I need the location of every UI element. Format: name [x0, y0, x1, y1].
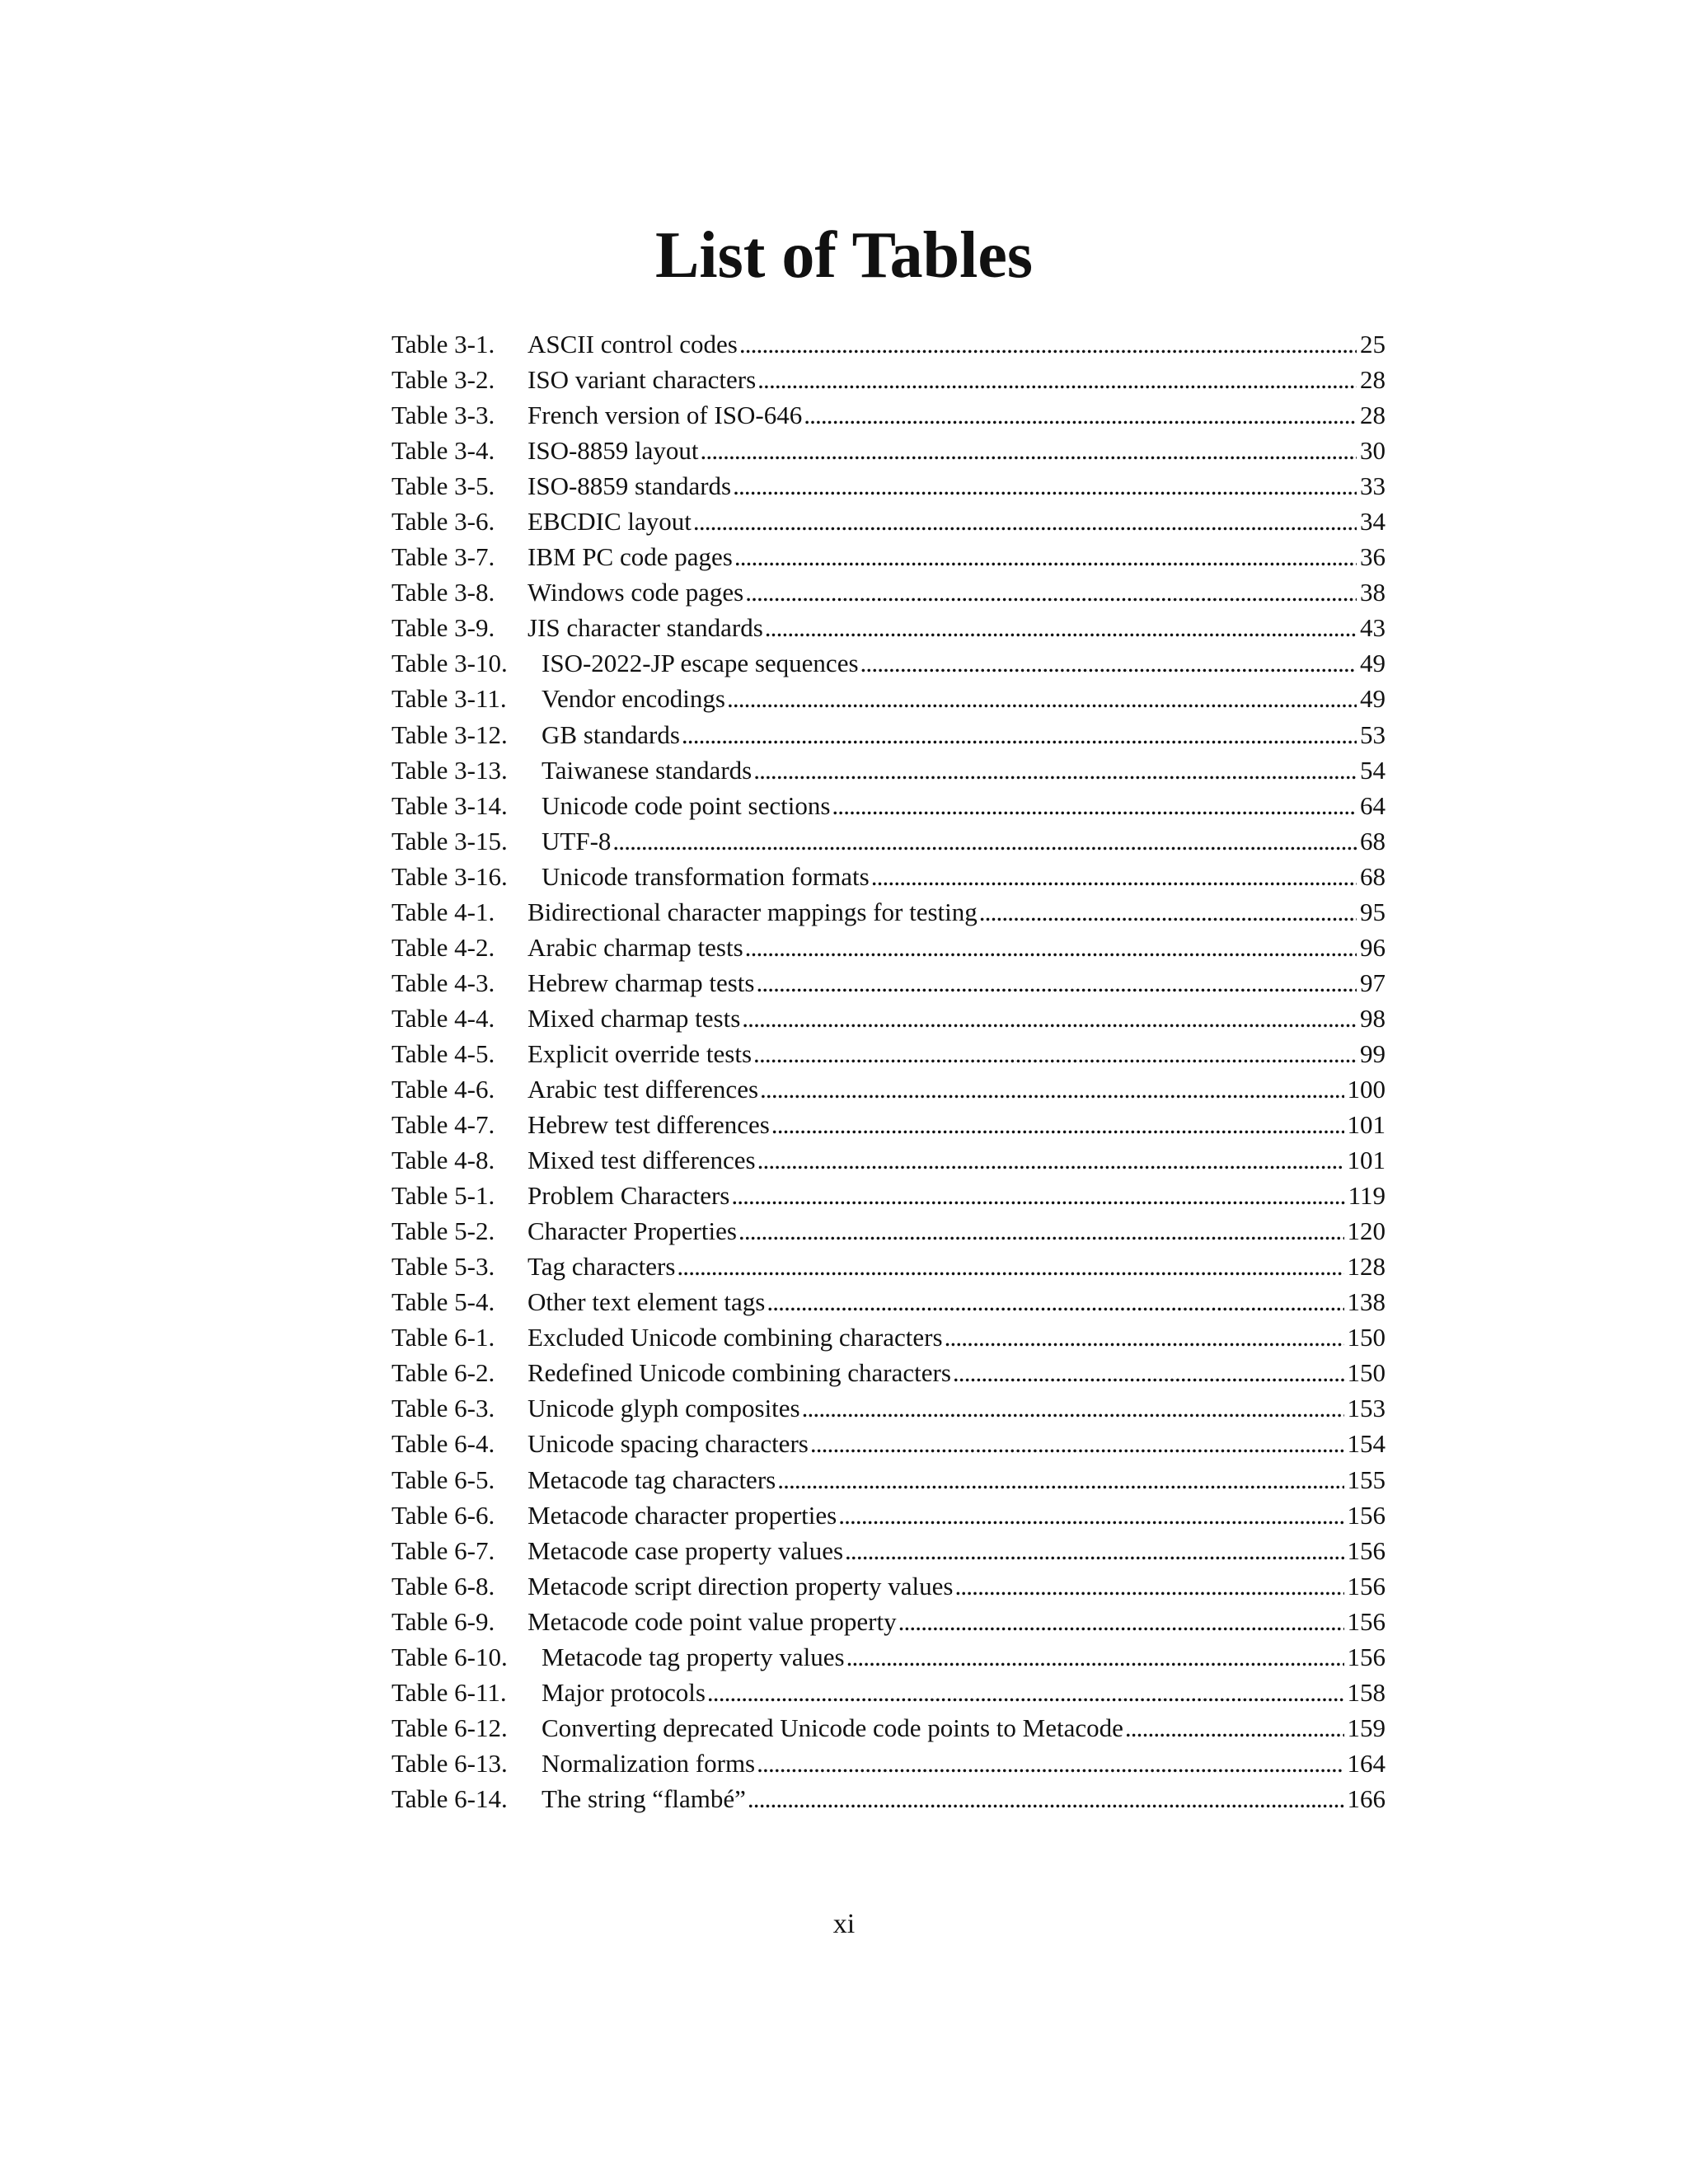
toc-entry-title: The string “flambé”	[542, 1783, 746, 1813]
dot-leader	[757, 1746, 1343, 1781]
dot-leader	[845, 1533, 1343, 1568]
toc-entry[interactable]	[392, 1639, 1386, 1675]
toc-entry-title: French version of ISO-646	[528, 401, 803, 430]
toc-entry-number: Table 3-9.	[392, 613, 495, 643]
toc-entry-page: 43	[1360, 613, 1386, 643]
toc-entry-page: 120	[1347, 1216, 1386, 1246]
toc-entry-title: Mixed test differences	[528, 1146, 756, 1175]
toc-entry-page: 128	[1347, 1252, 1386, 1282]
toc-entry[interactable]	[392, 1426, 1386, 1461]
toc-entry-title: Tag characters	[528, 1252, 676, 1282]
toc-entry[interactable]	[392, 1746, 1386, 1781]
toc-entry[interactable]	[392, 788, 1386, 823]
dot-leader	[760, 1071, 1343, 1107]
toc-entry[interactable]	[392, 326, 1386, 362]
toc-entry-number: Table 6-11.	[392, 1677, 507, 1707]
toc-entry-page: 156	[1347, 1500, 1386, 1530]
dot-leader	[810, 1426, 1344, 1461]
toc-entry[interactable]	[392, 1284, 1386, 1319]
toc-entry-page: 53	[1360, 719, 1386, 749]
toc-entry-page: 95	[1360, 897, 1386, 926]
dot-leader	[701, 433, 1357, 468]
toc-entry[interactable]	[392, 1071, 1386, 1107]
toc-entry-number: Table 4-3.	[392, 968, 495, 997]
dot-leader	[753, 1036, 1357, 1071]
toc-entry-number: Table 4-2.	[392, 932, 495, 962]
dot-leader	[739, 326, 1357, 362]
toc-entry-title: Redefined Unicode combining characters	[528, 1358, 951, 1388]
toc-entry-page: 49	[1360, 684, 1386, 714]
toc-entry-page: 153	[1347, 1394, 1386, 1423]
toc-entry-title: Arabic charmap tests	[528, 932, 743, 962]
toc-entry-title: Hebrew charmap tests	[528, 968, 755, 997]
toc-entry[interactable]	[392, 1390, 1386, 1426]
toc-entry-title: Problem Characters	[528, 1181, 730, 1211]
toc-entry-number: Table 3-10.	[392, 649, 508, 678]
toc-entry-number: Table 6-12.	[392, 1713, 508, 1742]
toc-entry-number: Table 6-14.	[392, 1783, 508, 1813]
toc-entry[interactable]	[392, 1675, 1386, 1710]
toc-entry-title: Vendor encodings	[542, 684, 725, 714]
toc-entry-page: 150	[1347, 1358, 1386, 1388]
dot-leader	[777, 1462, 1343, 1497]
toc-entry[interactable]	[392, 1355, 1386, 1390]
dot-leader	[832, 788, 1357, 823]
toc-entry[interactable]	[392, 1462, 1386, 1497]
toc-entry-number: Table 3-3.	[392, 401, 495, 430]
toc-entry[interactable]	[392, 752, 1386, 788]
toc-entry-number: Table 6-3.	[392, 1394, 495, 1423]
toc-entry[interactable]	[392, 362, 1386, 397]
toc-entry-title: Mixed charmap tests	[528, 1003, 741, 1033]
toc-entry[interactable]	[392, 468, 1386, 504]
toc-entry-page: 38	[1360, 578, 1386, 607]
toc-entry-number: Table 4-6.	[392, 1074, 495, 1104]
toc-entry[interactable]	[392, 1604, 1386, 1639]
toc-entry-page: 150	[1347, 1323, 1386, 1352]
toc-entry-title: Unicode glyph composites	[528, 1394, 800, 1423]
dot-leader	[748, 1781, 1344, 1816]
toc-entry-number: Table 3-6.	[392, 507, 495, 537]
toc-entry-number: Table 6-2.	[392, 1358, 495, 1388]
toc-entry-title: Metacode tag characters	[528, 1465, 776, 1494]
toc-entry-title: ASCII control codes	[528, 330, 738, 359]
dot-leader	[727, 681, 1357, 716]
toc-entry-number: Table 6-9.	[392, 1606, 495, 1636]
dot-leader	[745, 930, 1357, 965]
dot-leader	[612, 823, 1357, 859]
toc-entry-number: Table 4-7.	[392, 1110, 495, 1140]
toc-entry-title: UTF-8	[542, 826, 612, 855]
toc-entry-page: 159	[1347, 1713, 1386, 1742]
dot-leader	[753, 752, 1357, 788]
toc-entry-page: 164	[1347, 1748, 1386, 1778]
toc-entry-title: GB standards	[542, 719, 680, 749]
toc-entry-number: Table 3-13.	[392, 755, 508, 785]
toc-entry-page: 166	[1347, 1783, 1386, 1813]
toc-entry[interactable]	[392, 397, 1386, 433]
toc-entry[interactable]	[392, 645, 1386, 681]
dot-leader	[677, 1249, 1343, 1284]
dot-leader	[898, 1604, 1344, 1639]
toc-entry-title: ISO-2022-JP escape sequences	[542, 649, 859, 678]
page-title: List of Tables	[655, 219, 1033, 292]
toc-entry-page: 156	[1347, 1571, 1386, 1601]
dot-leader	[767, 1284, 1343, 1319]
toc-entry-number: Table 4-8.	[392, 1146, 495, 1175]
toc-entry-page: 34	[1360, 507, 1386, 537]
dot-leader	[979, 894, 1357, 930]
toc-entry[interactable]	[392, 1533, 1386, 1568]
toc-entry[interactable]	[392, 1213, 1386, 1249]
toc-entry[interactable]	[392, 504, 1386, 539]
toc-entry-title: Metacode character properties	[528, 1500, 837, 1530]
toc-entry[interactable]	[392, 1142, 1386, 1178]
toc-entry[interactable]	[392, 539, 1386, 574]
toc-entry-page: 99	[1360, 1038, 1386, 1068]
toc-entry-title: Normalization forms	[542, 1748, 756, 1778]
dot-leader	[745, 574, 1357, 610]
toc-entry-title: Arabic test differences	[528, 1074, 759, 1104]
toc-entry-title: Unicode spacing characters	[528, 1429, 809, 1459]
toc-entry-page: 156	[1347, 1535, 1386, 1565]
dot-leader	[693, 504, 1357, 539]
dot-leader	[757, 1142, 1344, 1178]
toc-entry-number: Table 4-5.	[392, 1038, 495, 1068]
toc-entry-page: 156	[1347, 1606, 1386, 1636]
toc-entry[interactable]	[392, 433, 1386, 468]
toc-entry-page: 28	[1360, 365, 1386, 395]
dot-leader	[838, 1497, 1343, 1533]
toc-entry[interactable]	[392, 574, 1386, 610]
toc-entry-page: 138	[1347, 1287, 1386, 1317]
toc-entry[interactable]	[392, 1710, 1386, 1746]
toc-entry-number: Table 3-1.	[392, 330, 495, 359]
toc-entry-number: Table 5-1.	[392, 1181, 495, 1211]
toc-entry-number: Table 6-4.	[392, 1429, 495, 1459]
dot-leader	[765, 610, 1357, 645]
toc-entry-title: Unicode code point sections	[542, 790, 831, 820]
dot-leader	[731, 1178, 1344, 1213]
dot-leader	[707, 1675, 1344, 1710]
toc-entry-title: ISO-8859 layout	[528, 436, 699, 466]
toc-entry-number: Table 6-10.	[392, 1642, 508, 1671]
toc-entry-title: Hebrew test differences	[528, 1110, 770, 1140]
toc-entry[interactable]	[392, 610, 1386, 645]
toc-entry-page: 101	[1347, 1110, 1386, 1140]
toc-entry-page: 68	[1360, 861, 1386, 891]
toc-entry-number: Table 3-15.	[392, 826, 508, 855]
toc-entry-title: Taiwanese standards	[542, 755, 753, 785]
toc-entry[interactable]	[392, 1001, 1386, 1036]
toc-entry-number: Table 3-14.	[392, 790, 508, 820]
dot-leader	[771, 1107, 1344, 1142]
toc-entry-title: Other text element tags	[528, 1287, 766, 1317]
toc-entry[interactable]	[392, 1178, 1386, 1213]
toc-entry-number: Table 4-4.	[392, 1003, 495, 1033]
toc-entry-page: 36	[1360, 542, 1386, 572]
toc-entry-page: 97	[1360, 968, 1386, 997]
page-number: xi	[832, 1909, 856, 1939]
toc-entry-page: 156	[1347, 1642, 1386, 1671]
toc-entry-page: 54	[1360, 755, 1386, 785]
toc-entry[interactable]	[392, 894, 1386, 930]
toc-entry-title: ISO-8859 standards	[528, 471, 732, 501]
toc-entry-number: Table 3-4.	[392, 436, 495, 466]
dot-leader	[804, 397, 1357, 433]
dot-leader	[1125, 1710, 1344, 1746]
dot-leader	[734, 539, 1357, 574]
toc-entry-page: 154	[1347, 1429, 1386, 1459]
toc-entry[interactable]	[392, 859, 1386, 894]
toc-entry-number: Table 5-4.	[392, 1287, 495, 1317]
toc-entry-page: 98	[1360, 1003, 1386, 1033]
toc-entry-page: 25	[1360, 330, 1386, 359]
toc-entry[interactable]	[392, 1781, 1386, 1816]
toc-entry-number: Table 6-7.	[392, 1535, 495, 1565]
toc-entry-page: 64	[1360, 790, 1386, 820]
toc-entry[interactable]	[392, 1319, 1386, 1355]
toc-entry-title: Explicit override tests	[528, 1038, 753, 1068]
toc-entry-number: Table 6-8.	[392, 1571, 495, 1601]
toc-entry[interactable]	[392, 1249, 1386, 1284]
toc-entry-title: Metacode case property values	[528, 1535, 844, 1565]
toc-entry-number: Table 3-11.	[392, 684, 507, 714]
toc-entry-page: 100	[1347, 1074, 1386, 1104]
toc-entry-title: JIS character standards	[528, 613, 763, 643]
dot-leader	[738, 1213, 1344, 1249]
toc-entry-title: Metacode code point value property	[528, 1606, 897, 1636]
dot-leader	[871, 859, 1357, 894]
dot-leader	[742, 1001, 1357, 1036]
toc-entry[interactable]	[392, 1568, 1386, 1604]
dot-leader	[802, 1390, 1344, 1426]
toc-entry-number: Table 3-12.	[392, 719, 508, 749]
toc-entry-number: Table 3-2.	[392, 365, 495, 395]
toc-entry[interactable]	[392, 1107, 1386, 1142]
toc-entry-page: 158	[1347, 1677, 1386, 1707]
toc-entry-number: Table 6-5.	[392, 1465, 495, 1494]
toc-entry-title: Windows code pages	[528, 578, 744, 607]
dot-leader	[757, 362, 1357, 397]
toc-entry[interactable]	[392, 681, 1386, 716]
toc-entry[interactable]	[392, 717, 1386, 752]
toc-entry-number: Table 6-1.	[392, 1323, 495, 1352]
toc-entry[interactable]	[392, 965, 1386, 1001]
toc-entry-title: Major protocols	[542, 1677, 706, 1707]
toc-entry-page: 30	[1360, 436, 1386, 466]
toc-entry[interactable]	[392, 930, 1386, 965]
toc-entry-number: Table 3-8.	[392, 578, 495, 607]
dot-leader	[953, 1355, 1344, 1390]
toc-entry-number: Table 4-1.	[392, 897, 495, 926]
toc-entry-page: 33	[1360, 471, 1386, 501]
toc-entry-title: EBCDIC layout	[528, 507, 692, 537]
dot-leader	[954, 1568, 1343, 1604]
toc-entry-number: Table 3-5.	[392, 471, 495, 501]
dot-leader	[945, 1319, 1344, 1355]
dot-leader	[756, 965, 1357, 1001]
toc-entry-title: Character Properties	[528, 1216, 737, 1246]
toc-entry-number: Table 6-13.	[392, 1748, 508, 1778]
toc-entry-title: Bidirectional character mappings for testing	[528, 897, 978, 926]
toc-entry-title: IBM PC code pages	[528, 542, 733, 572]
toc-entry-title: Metacode script direction property values	[528, 1571, 954, 1601]
toc-entry-number: Table 3-7.	[392, 542, 495, 572]
toc-entry-title: Metacode tag property values	[542, 1642, 845, 1671]
toc-entry-number: Table 6-6.	[392, 1500, 495, 1530]
toc-entry-page: 28	[1360, 401, 1386, 430]
toc-entry-page: 119	[1348, 1181, 1386, 1211]
toc-entry-number: Table 3-16.	[392, 861, 508, 891]
dot-leader	[846, 1639, 1344, 1675]
toc-entry-title: Unicode transformation formats	[542, 861, 870, 891]
toc-entry-title: Excluded Unicode combining characters	[528, 1323, 943, 1352]
toc-entry-number: Table 5-2.	[392, 1216, 495, 1246]
dot-leader	[682, 717, 1357, 752]
table-of-contents-list	[392, 326, 1386, 1816]
toc-entry-number: Table 5-3.	[392, 1252, 495, 1282]
toc-entry-page: 155	[1347, 1465, 1386, 1494]
toc-entry-title: ISO variant characters	[528, 365, 757, 395]
toc-entry[interactable]	[392, 1497, 1386, 1533]
toc-entry-page: 68	[1360, 826, 1386, 855]
toc-entry-page: 101	[1347, 1146, 1386, 1175]
toc-entry-title: Converting deprecated Unicode code points to Metacode	[542, 1713, 1123, 1742]
dot-leader	[733, 468, 1357, 504]
dot-leader	[860, 645, 1357, 681]
toc-entry[interactable]	[392, 1036, 1386, 1071]
toc-entry[interactable]	[392, 823, 1386, 859]
toc-entry-page: 49	[1360, 649, 1386, 678]
toc-entry-page: 96	[1360, 932, 1386, 962]
